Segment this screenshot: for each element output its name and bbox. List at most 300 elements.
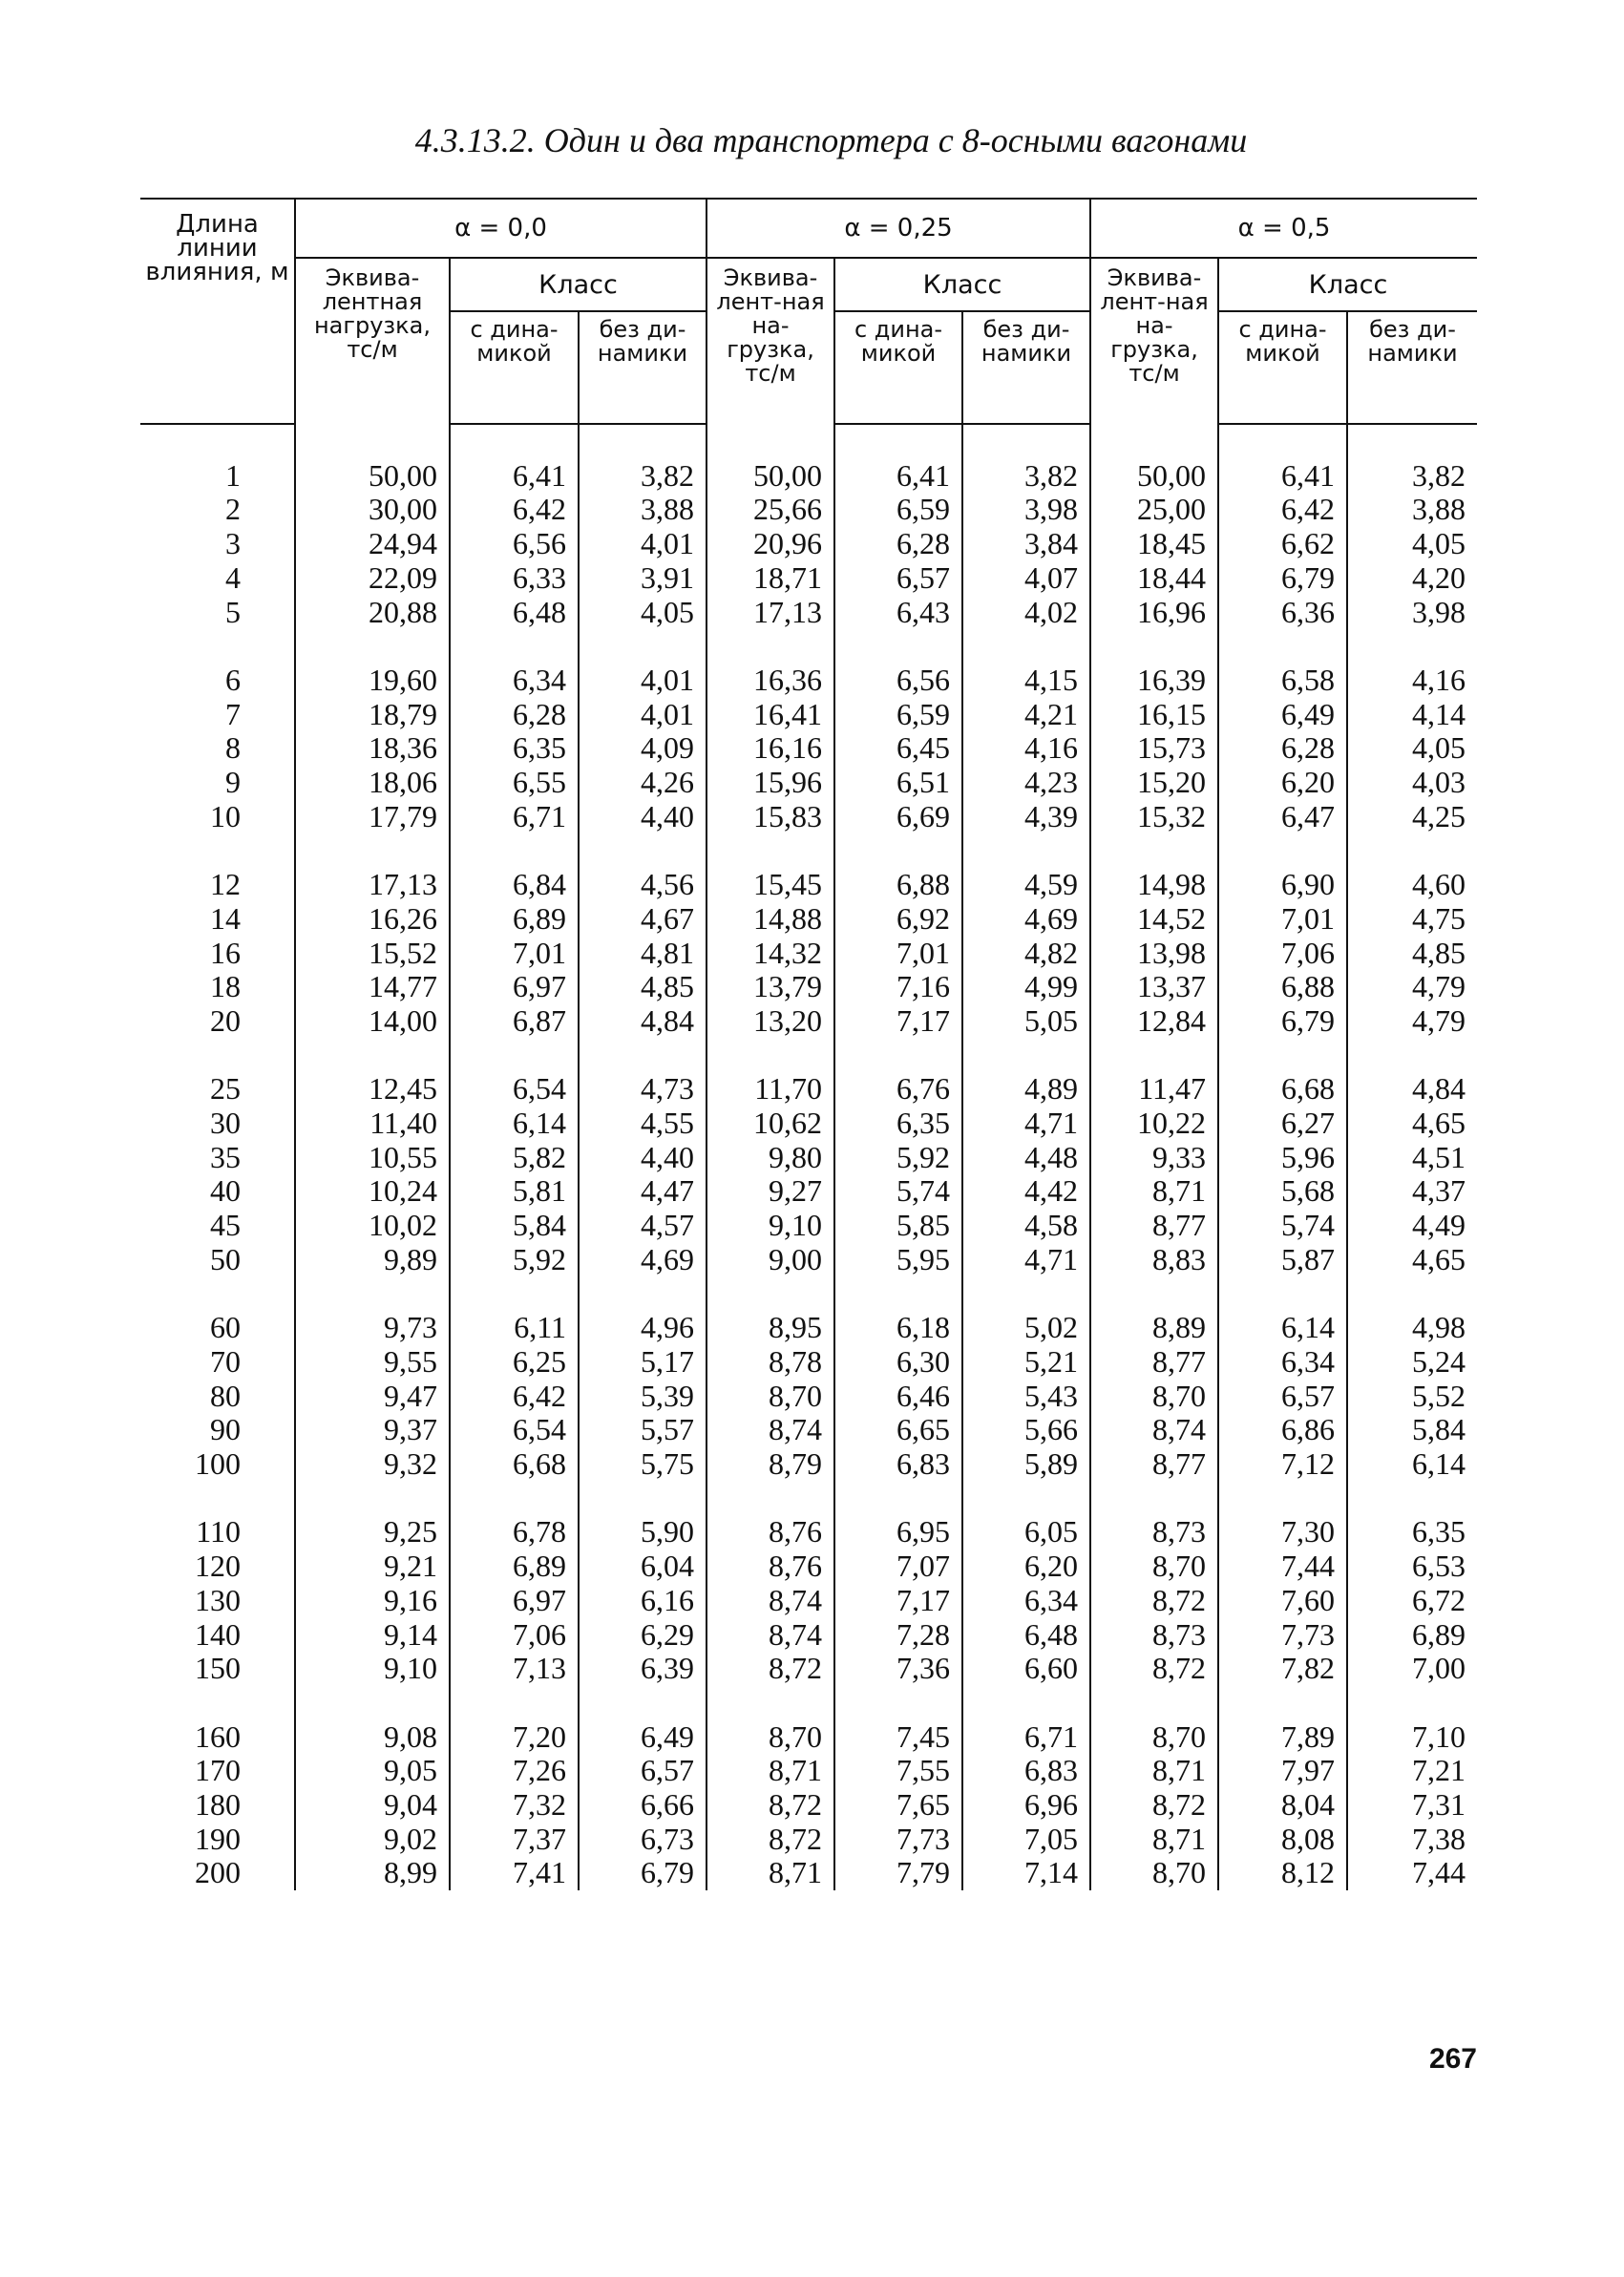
table-row <box>140 698 1477 732</box>
value-cell: 5,68 <box>1218 1174 1347 1209</box>
value-cell: 7,31 <box>1347 1788 1477 1823</box>
length-cell: 14 <box>210 900 241 936</box>
value-cell: 7,01 <box>1218 902 1347 937</box>
value-cell: 8,89 <box>1090 1311 1218 1345</box>
value-cell: 7,14 <box>962 1856 1090 1890</box>
equivalent-load-header: Эквива-лент-ная на-грузка, тс/м <box>1090 258 1218 424</box>
value-cell: 4,71 <box>962 1107 1090 1141</box>
value-cell: 8,77 <box>1090 1209 1218 1243</box>
value-cell: 6,35 <box>450 731 579 766</box>
value-cell: 13,20 <box>707 1004 834 1039</box>
value-cell: 6,88 <box>1218 970 1347 1004</box>
spacer-row <box>140 1039 1477 1073</box>
spacer-row <box>140 1277 1477 1312</box>
value-cell: 6,16 <box>579 1584 707 1618</box>
value-cell: 4,05 <box>1347 527 1477 561</box>
table-row <box>140 1345 1477 1380</box>
without-dynamics-header: без ди-намики <box>1347 311 1477 424</box>
value-cell: 4,05 <box>1347 731 1477 766</box>
value-cell: 4,79 <box>1347 970 1477 1004</box>
length-cell: 30 <box>210 1106 241 1140</box>
value-cell: 5,43 <box>962 1380 1090 1414</box>
value-cell: 7,60 <box>1218 1584 1347 1618</box>
value-cell: 4,23 <box>962 766 1090 800</box>
value-cell: 9,80 <box>707 1141 834 1175</box>
value-cell: 4,58 <box>962 1209 1090 1243</box>
value-cell: 5,39 <box>579 1380 707 1414</box>
table-row <box>140 527 1477 561</box>
value-cell: 8,74 <box>707 1413 834 1447</box>
value-cell: 7,45 <box>834 1720 962 1755</box>
value-cell: 4,40 <box>579 800 707 834</box>
value-cell: 6,87 <box>450 1004 579 1039</box>
value-cell: 7,16 <box>834 970 962 1004</box>
value-cell: 6,78 <box>450 1515 579 1550</box>
length-cell: 16 <box>210 935 241 970</box>
value-cell: 8,71 <box>1090 1823 1218 1857</box>
value-cell: 5,95 <box>834 1243 962 1277</box>
value-cell: 6,36 <box>1218 596 1347 630</box>
value-cell: 7,20 <box>450 1720 579 1755</box>
value-cell: 6,14 <box>1347 1447 1477 1482</box>
value-cell: 4,16 <box>962 731 1090 766</box>
value-cell: 6,86 <box>1218 1413 1347 1447</box>
value-cell: 9,37 <box>295 1413 450 1447</box>
value-cell: 5,92 <box>450 1243 579 1277</box>
value-cell: 9,27 <box>707 1174 834 1209</box>
length-cell: 160 <box>195 1718 241 1754</box>
table-title: 4.3.13.2. Один и два транспортера с 8-осными вагонами <box>414 121 1248 159</box>
value-cell: 6,46 <box>834 1380 962 1414</box>
value-cell: 15,20 <box>1090 766 1218 800</box>
table-row <box>140 1584 1477 1618</box>
value-cell: 4,42 <box>962 1174 1090 1209</box>
value-cell: 6,33 <box>450 561 579 596</box>
value-cell: 5,92 <box>834 1141 962 1175</box>
value-cell: 4,01 <box>579 698 707 732</box>
length-cell: 1 <box>225 457 241 493</box>
value-cell: 8,74 <box>1090 1413 1218 1447</box>
value-cell: 6,68 <box>1218 1072 1347 1107</box>
table-row <box>140 1141 1477 1175</box>
value-cell: 6,41 <box>834 459 962 494</box>
value-cell: 4,39 <box>962 800 1090 834</box>
value-cell: 4,55 <box>579 1107 707 1141</box>
table-row <box>140 561 1477 596</box>
value-cell: 4,21 <box>962 698 1090 732</box>
value-cell: 8,70 <box>1090 1856 1218 1890</box>
value-cell: 8,77 <box>1090 1447 1218 1482</box>
value-cell: 25,66 <box>707 493 834 527</box>
value-cell: 8,72 <box>1090 1584 1218 1618</box>
value-cell: 7,21 <box>1347 1754 1477 1788</box>
value-cell: 7,17 <box>834 1584 962 1618</box>
value-cell: 30,00 <box>295 493 450 527</box>
value-cell: 8,71 <box>1090 1754 1218 1788</box>
value-cell: 9,08 <box>295 1720 450 1755</box>
length-cell: 5 <box>225 594 241 629</box>
value-cell: 9,21 <box>295 1550 450 1584</box>
value-cell: 9,25 <box>295 1515 450 1550</box>
value-cell: 8,70 <box>1090 1720 1218 1755</box>
value-cell: 8,71 <box>1090 1174 1218 1209</box>
value-cell: 15,45 <box>707 868 834 902</box>
table-row <box>140 1413 1477 1447</box>
value-cell: 6,39 <box>579 1652 707 1686</box>
value-cell: 6,59 <box>834 493 962 527</box>
value-cell: 8,08 <box>1218 1823 1347 1857</box>
value-cell: 20,96 <box>707 527 834 561</box>
value-cell: 16,36 <box>707 664 834 698</box>
value-cell: 16,41 <box>707 698 834 732</box>
value-cell: 3,88 <box>579 493 707 527</box>
value-cell: 50,00 <box>1090 459 1218 494</box>
value-cell: 16,16 <box>707 731 834 766</box>
value-cell: 6,96 <box>962 1788 1090 1823</box>
value-cell: 4,01 <box>579 664 707 698</box>
table-row <box>140 1243 1477 1277</box>
value-cell: 15,52 <box>295 937 450 971</box>
value-cell: 5,82 <box>450 1141 579 1175</box>
value-cell: 16,39 <box>1090 664 1218 698</box>
value-cell: 14,98 <box>1090 868 1218 902</box>
value-cell: 5,81 <box>450 1174 579 1209</box>
table-row <box>140 459 1477 494</box>
value-cell: 15,96 <box>707 766 834 800</box>
table-row <box>140 868 1477 902</box>
length-cell: 150 <box>195 1651 241 1686</box>
table-row <box>140 902 1477 937</box>
value-cell: 5,02 <box>962 1311 1090 1345</box>
page-number: 267 <box>1428 2043 1477 2075</box>
value-cell: 6,90 <box>1218 868 1347 902</box>
value-cell: 6,69 <box>834 800 962 834</box>
value-cell: 6,71 <box>450 800 579 834</box>
table-header <box>140 199 1477 424</box>
length-cell: 8 <box>225 730 241 766</box>
value-cell: 11,47 <box>1090 1072 1218 1107</box>
value-cell: 9,14 <box>295 1618 450 1653</box>
value-cell: 6,65 <box>834 1413 962 1447</box>
table-row <box>140 1174 1477 1209</box>
value-cell: 18,45 <box>1090 527 1218 561</box>
value-cell: 14,88 <box>707 902 834 937</box>
value-cell: 7,01 <box>834 937 962 971</box>
spacer-row <box>140 833 1477 868</box>
value-cell: 8,95 <box>707 1311 834 1345</box>
value-cell: 6,05 <box>962 1515 1090 1550</box>
value-cell: 6,68 <box>450 1447 579 1482</box>
value-cell: 6,62 <box>1218 527 1347 561</box>
table-row <box>140 1856 1477 1890</box>
table-row <box>140 1720 1477 1755</box>
value-cell: 6,95 <box>834 1515 962 1550</box>
value-cell: 9,16 <box>295 1584 450 1618</box>
value-cell: 4,81 <box>579 937 707 971</box>
value-cell: 4,75 <box>1347 902 1477 937</box>
value-cell: 18,44 <box>1090 561 1218 596</box>
value-cell: 8,78 <box>707 1345 834 1380</box>
value-cell: 8,74 <box>707 1584 834 1618</box>
value-cell: 5,52 <box>1347 1380 1477 1414</box>
value-cell: 4,89 <box>962 1072 1090 1107</box>
value-cell: 16,15 <box>1090 698 1218 732</box>
table-row <box>140 596 1477 630</box>
length-cell: 6 <box>225 662 241 697</box>
value-cell: 6,35 <box>1347 1515 1477 1550</box>
value-cell: 4,71 <box>962 1243 1090 1277</box>
value-cell: 6,84 <box>450 868 579 902</box>
length-cell: 12 <box>210 867 241 902</box>
value-cell: 7,06 <box>450 1618 579 1653</box>
value-cell: 8,74 <box>707 1618 834 1653</box>
value-cell: 6,14 <box>450 1107 579 1141</box>
value-cell: 13,79 <box>707 970 834 1004</box>
value-cell: 18,06 <box>295 766 450 800</box>
value-cell: 4,37 <box>1347 1174 1477 1209</box>
length-cell: 190 <box>195 1821 241 1856</box>
value-cell: 9,05 <box>295 1754 450 1788</box>
table-row <box>140 937 1477 971</box>
value-cell: 6,14 <box>1218 1311 1347 1345</box>
table-row <box>140 1311 1477 1345</box>
value-cell: 6,20 <box>1218 766 1347 800</box>
value-cell: 4,25 <box>1347 800 1477 834</box>
value-cell: 4,26 <box>579 766 707 800</box>
value-cell: 7,79 <box>834 1856 962 1890</box>
value-cell: 4,02 <box>962 596 1090 630</box>
class-header: Класс <box>450 258 707 311</box>
value-cell: 5,21 <box>962 1345 1090 1380</box>
value-cell: 6,27 <box>1218 1107 1347 1141</box>
value-cell: 7,32 <box>450 1788 579 1823</box>
value-cell: 7,17 <box>834 1004 962 1039</box>
length-cell: 7 <box>225 696 241 731</box>
table-row <box>140 1447 1477 1482</box>
value-cell: 50,00 <box>295 459 450 494</box>
value-cell: 6,54 <box>450 1413 579 1447</box>
table-row <box>140 1823 1477 1857</box>
value-cell: 3,91 <box>579 561 707 596</box>
length-cell: 120 <box>195 1549 241 1584</box>
length-cell: 100 <box>195 1446 241 1482</box>
length-cell: 2 <box>225 492 241 527</box>
value-cell: 6,34 <box>962 1584 1090 1618</box>
value-cell: 7,89 <box>1218 1720 1347 1755</box>
value-cell: 8,76 <box>707 1550 834 1584</box>
spacer-row <box>140 629 1477 664</box>
value-cell: 5,84 <box>1347 1413 1477 1447</box>
value-cell: 17,79 <box>295 800 450 834</box>
length-cell: 180 <box>195 1787 241 1823</box>
value-cell: 8,76 <box>707 1515 834 1550</box>
value-cell: 4,84 <box>1347 1072 1477 1107</box>
alpha-group-header: α = 0,25 <box>707 199 1090 258</box>
value-cell: 6,28 <box>1218 731 1347 766</box>
length-cell: 170 <box>195 1753 241 1788</box>
length-cell: 60 <box>210 1310 241 1345</box>
value-cell: 7,41 <box>450 1856 579 1890</box>
value-cell: 7,13 <box>450 1652 579 1686</box>
table-row <box>140 1209 1477 1243</box>
value-cell: 6,73 <box>579 1823 707 1857</box>
value-cell: 9,10 <box>707 1209 834 1243</box>
value-cell: 18,79 <box>295 698 450 732</box>
length-cell: 50 <box>210 1241 241 1276</box>
value-cell: 4,96 <box>579 1311 707 1345</box>
value-cell: 4,47 <box>579 1174 707 1209</box>
value-cell: 5,87 <box>1218 1243 1347 1277</box>
value-cell: 4,65 <box>1347 1243 1477 1277</box>
value-cell: 24,94 <box>295 527 450 561</box>
value-cell: 7,10 <box>1347 1720 1477 1755</box>
value-cell: 7,38 <box>1347 1823 1477 1857</box>
table-row <box>140 731 1477 766</box>
value-cell: 19,60 <box>295 664 450 698</box>
value-cell: 6,41 <box>450 459 579 494</box>
value-cell: 4,60 <box>1347 868 1477 902</box>
value-cell: 6,92 <box>834 902 962 937</box>
table-row <box>140 800 1477 834</box>
value-cell: 7,73 <box>1218 1618 1347 1653</box>
value-cell: 5,24 <box>1347 1345 1477 1380</box>
value-cell: 6,42 <box>1218 493 1347 527</box>
value-cell: 15,83 <box>707 800 834 834</box>
value-cell: 7,00 <box>1347 1652 1477 1686</box>
value-cell: 8,70 <box>1090 1550 1218 1584</box>
value-cell: 6,47 <box>1218 800 1347 834</box>
value-cell: 4,16 <box>1347 664 1477 698</box>
value-cell: 17,13 <box>707 596 834 630</box>
value-cell: 5,57 <box>579 1413 707 1447</box>
value-cell: 9,00 <box>707 1243 834 1277</box>
value-cell: 6,79 <box>1218 561 1347 596</box>
value-cell: 15,73 <box>1090 731 1218 766</box>
value-cell: 4,49 <box>1347 1209 1477 1243</box>
value-cell: 14,77 <box>295 970 450 1004</box>
value-cell: 6,25 <box>450 1345 579 1380</box>
value-cell: 17,13 <box>295 868 450 902</box>
value-cell: 13,37 <box>1090 970 1218 1004</box>
table-row <box>140 1618 1477 1653</box>
value-cell: 14,52 <box>1090 902 1218 937</box>
value-cell: 9,04 <box>295 1788 450 1823</box>
value-cell: 6,59 <box>834 698 962 732</box>
length-cell: 110 <box>196 1514 241 1550</box>
value-cell: 7,37 <box>450 1823 579 1857</box>
value-cell: 12,84 <box>1090 1004 1218 1039</box>
equivalent-load-table <box>140 198 1477 1890</box>
table-row <box>140 1652 1477 1686</box>
value-cell: 6,43 <box>834 596 962 630</box>
value-cell: 6,20 <box>962 1550 1090 1584</box>
length-cell: 4 <box>225 559 241 595</box>
value-cell: 6,28 <box>834 527 962 561</box>
value-cell: 20,88 <box>295 596 450 630</box>
value-cell: 3,82 <box>579 459 707 494</box>
value-cell: 9,32 <box>295 1447 450 1482</box>
equivalent-load-header: Эквива-лент-ная на-грузка, тс/м <box>707 258 834 424</box>
value-cell: 6,83 <box>962 1754 1090 1788</box>
value-cell: 5,85 <box>834 1209 962 1243</box>
length-cell: 140 <box>195 1616 241 1652</box>
length-cell: 130 <box>195 1582 241 1617</box>
value-cell: 6,42 <box>450 493 579 527</box>
value-cell: 18,71 <box>707 561 834 596</box>
value-cell: 6,18 <box>834 1311 962 1345</box>
value-cell: 6,66 <box>579 1788 707 1823</box>
value-cell: 4,40 <box>579 1141 707 1175</box>
value-cell: 8,72 <box>707 1788 834 1823</box>
value-cell: 9,55 <box>295 1345 450 1380</box>
value-cell: 7,73 <box>834 1823 962 1857</box>
value-cell: 8,04 <box>1218 1788 1347 1823</box>
value-cell: 5,90 <box>579 1515 707 1550</box>
value-cell: 5,17 <box>579 1345 707 1380</box>
value-cell: 5,75 <box>579 1447 707 1482</box>
value-cell: 6,79 <box>579 1856 707 1890</box>
spacer-row <box>140 1686 1477 1720</box>
value-cell: 6,55 <box>450 766 579 800</box>
table-row <box>140 1107 1477 1141</box>
value-cell: 3,82 <box>1347 459 1477 494</box>
value-cell: 4,05 <box>579 596 707 630</box>
value-cell: 6,48 <box>962 1618 1090 1653</box>
length-cell: 10 <box>210 798 241 833</box>
value-cell: 5,74 <box>834 1174 962 1209</box>
value-cell: 4,01 <box>579 527 707 561</box>
value-cell: 6,34 <box>1218 1345 1347 1380</box>
value-cell: 6,41 <box>1218 459 1347 494</box>
value-cell: 5,66 <box>962 1413 1090 1447</box>
value-cell: 6,42 <box>450 1380 579 1414</box>
value-cell: 6,76 <box>834 1072 962 1107</box>
value-cell: 8,72 <box>1090 1788 1218 1823</box>
value-cell: 8,79 <box>707 1447 834 1482</box>
value-cell: 3,82 <box>962 459 1090 494</box>
value-cell: 7,06 <box>1218 937 1347 971</box>
value-cell: 3,98 <box>962 493 1090 527</box>
value-cell: 7,44 <box>1218 1550 1347 1584</box>
value-cell: 4,73 <box>579 1072 707 1107</box>
table-row <box>140 1788 1477 1823</box>
value-cell: 4,84 <box>579 1004 707 1039</box>
value-cell: 7,44 <box>1347 1856 1477 1890</box>
value-cell: 8,77 <box>1090 1345 1218 1380</box>
length-cell: 80 <box>210 1378 241 1413</box>
spacer-row <box>140 1482 1477 1516</box>
table-body <box>140 424 1477 1890</box>
value-cell: 4,69 <box>962 902 1090 937</box>
value-cell: 4,59 <box>962 868 1090 902</box>
value-cell: 15,32 <box>1090 800 1218 834</box>
value-cell: 8,70 <box>707 1380 834 1414</box>
value-cell: 8,72 <box>707 1652 834 1686</box>
value-cell: 8,71 <box>707 1754 834 1788</box>
table-row <box>140 493 1477 527</box>
value-cell: 6,51 <box>834 766 962 800</box>
value-cell: 4,82 <box>962 937 1090 971</box>
value-cell: 6,89 <box>1347 1618 1477 1653</box>
value-cell: 4,85 <box>579 970 707 1004</box>
value-cell: 9,73 <box>295 1311 450 1345</box>
table-row <box>140 1550 1477 1584</box>
value-cell: 16,26 <box>295 902 450 937</box>
length-cell: 3 <box>225 526 241 561</box>
value-cell: 8,72 <box>1090 1652 1218 1686</box>
value-cell: 8,73 <box>1090 1618 1218 1653</box>
length-cell: 70 <box>210 1343 241 1379</box>
